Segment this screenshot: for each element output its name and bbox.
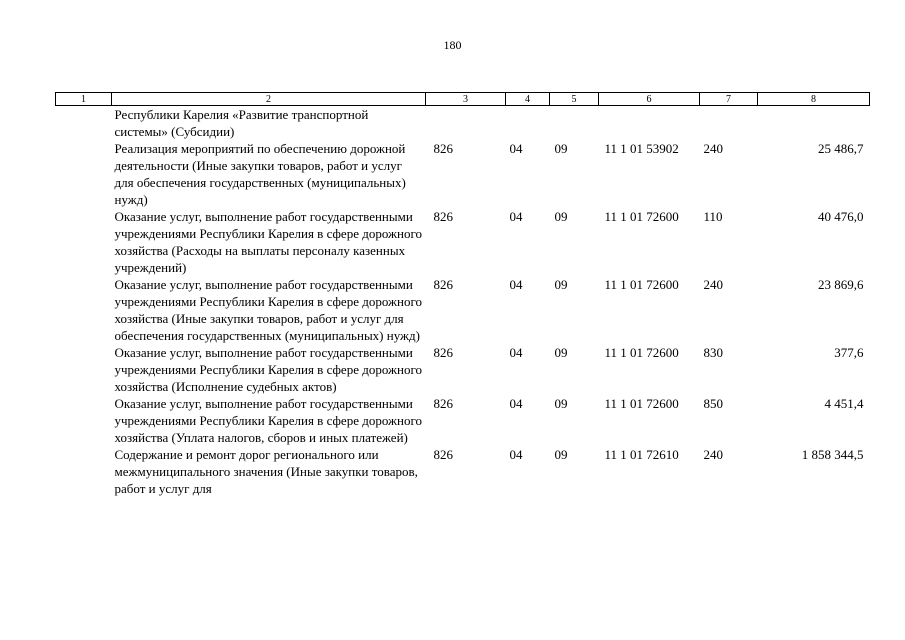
row-target-article: 11 1 01 72600 xyxy=(604,277,679,292)
row-col1 xyxy=(56,395,112,446)
row-subsection: 09 xyxy=(554,141,568,156)
table-row xyxy=(56,446,870,497)
row-subsection: 09 xyxy=(554,345,568,360)
header-col-7: 7 xyxy=(700,93,758,106)
row-subsection: 09 xyxy=(554,447,568,462)
row-department: 826 xyxy=(433,209,453,224)
row-target-article: 11 1 01 72600 xyxy=(604,345,679,360)
row-amount: 1 858 344,5 xyxy=(801,447,864,462)
page-number: 180 xyxy=(443,38,462,52)
row-subsection: 09 xyxy=(554,277,568,292)
table-row xyxy=(56,344,870,395)
row-amount: 4 451,4 xyxy=(824,396,864,411)
row-col1 xyxy=(56,446,112,497)
row-col1 xyxy=(56,344,112,395)
row-department: 826 xyxy=(433,141,453,156)
header-row xyxy=(56,93,870,106)
row-target-article: 11 1 01 53902 xyxy=(604,141,679,156)
row-description: Реализация мероприятий по обеспечению дорожной деятельности (Иные закупки товаров, работ и услуг для обеспечения государственных (муниципальных) нужд) xyxy=(114,141,406,207)
row-department: 826 xyxy=(433,345,453,360)
row-expense-type: 830 xyxy=(703,345,723,360)
row-subsection: 09 xyxy=(554,209,568,224)
row-amount: 377,6 xyxy=(834,345,864,360)
row-subsection: 09 xyxy=(554,396,568,411)
row-expense-type xyxy=(700,106,758,141)
header-col-3: 3 xyxy=(426,93,506,106)
table-row xyxy=(56,106,870,141)
table-row xyxy=(56,276,870,344)
header-col-4: 4 xyxy=(506,93,550,106)
row-section xyxy=(506,106,550,141)
row-amount: 25 486,7 xyxy=(818,141,864,156)
row-section: 04 xyxy=(509,141,523,156)
header-col-8: 8 xyxy=(758,93,870,106)
row-department: 826 xyxy=(433,396,453,411)
row-target-article: 11 1 01 72610 xyxy=(604,447,679,462)
header-col-1: 1 xyxy=(56,93,112,106)
table-row xyxy=(56,140,870,208)
row-section: 04 xyxy=(509,447,523,462)
row-amount: 40 476,0 xyxy=(818,209,864,224)
row-expense-type: 240 xyxy=(703,141,723,156)
table-row xyxy=(56,208,870,276)
table-body xyxy=(56,106,870,498)
row-col1 xyxy=(56,276,112,344)
header-col-6: 6 xyxy=(599,93,700,106)
row-description: Оказание услуг, выполнение работ государственными учреждениями Республики Карелия в сфере дорожного хозяйства (Уплата налогов, сборов и иных платежей) xyxy=(114,396,422,445)
row-description: Оказание услуг, выполнение работ государственными учреждениями Республики Карелия в сфере дорожного хозяйства (Расходы на выплаты персоналу казенных учреждений) xyxy=(114,209,422,275)
row-target-article: 11 1 01 72600 xyxy=(604,396,679,411)
row-department: 826 xyxy=(433,447,453,462)
table-header xyxy=(56,93,870,106)
row-expense-type: 850 xyxy=(703,396,723,411)
row-description: Содержание и ремонт дорог регионального или межмуниципального значения (Иные закупки товаров, работ и услуг для xyxy=(114,447,418,496)
row-col1 xyxy=(56,208,112,276)
row-section: 04 xyxy=(509,209,523,224)
row-description: Республики Карелия «Развитие транспортной системы» (Субсидии) xyxy=(114,107,369,139)
header-col-5: 5 xyxy=(550,93,599,106)
row-expense-type: 240 xyxy=(703,277,723,292)
row-description: Оказание услуг, выполнение работ государственными учреждениями Республики Карелия в сфере дорожного хозяйства (Исполнение судебных актов) xyxy=(114,345,422,394)
row-amount: 23 869,6 xyxy=(818,277,864,292)
row-section: 04 xyxy=(509,396,523,411)
row-expense-type: 110 xyxy=(703,209,723,224)
row-subsection xyxy=(550,106,599,141)
row-target-article xyxy=(599,106,700,141)
row-section: 04 xyxy=(509,345,523,360)
row-department xyxy=(426,106,506,141)
header-col-2: 2 xyxy=(112,93,426,106)
row-target-article: 11 1 01 72600 xyxy=(604,209,679,224)
row-expense-type: 240 xyxy=(703,447,723,462)
row-department: 826 xyxy=(433,277,453,292)
row-col1 xyxy=(56,140,112,208)
row-section: 04 xyxy=(509,277,523,292)
row-col1 xyxy=(56,106,112,141)
table-row xyxy=(56,395,870,446)
row-description: Оказание услуг, выполнение работ государственными учреждениями Республики Карелия в сфере дорожного хозяйства (Иные закупки товаров, работ и услуг для обеспечения государственных (муниципальных) нужд) xyxy=(114,277,422,343)
budget-table xyxy=(55,92,870,497)
row-amount xyxy=(758,106,870,141)
